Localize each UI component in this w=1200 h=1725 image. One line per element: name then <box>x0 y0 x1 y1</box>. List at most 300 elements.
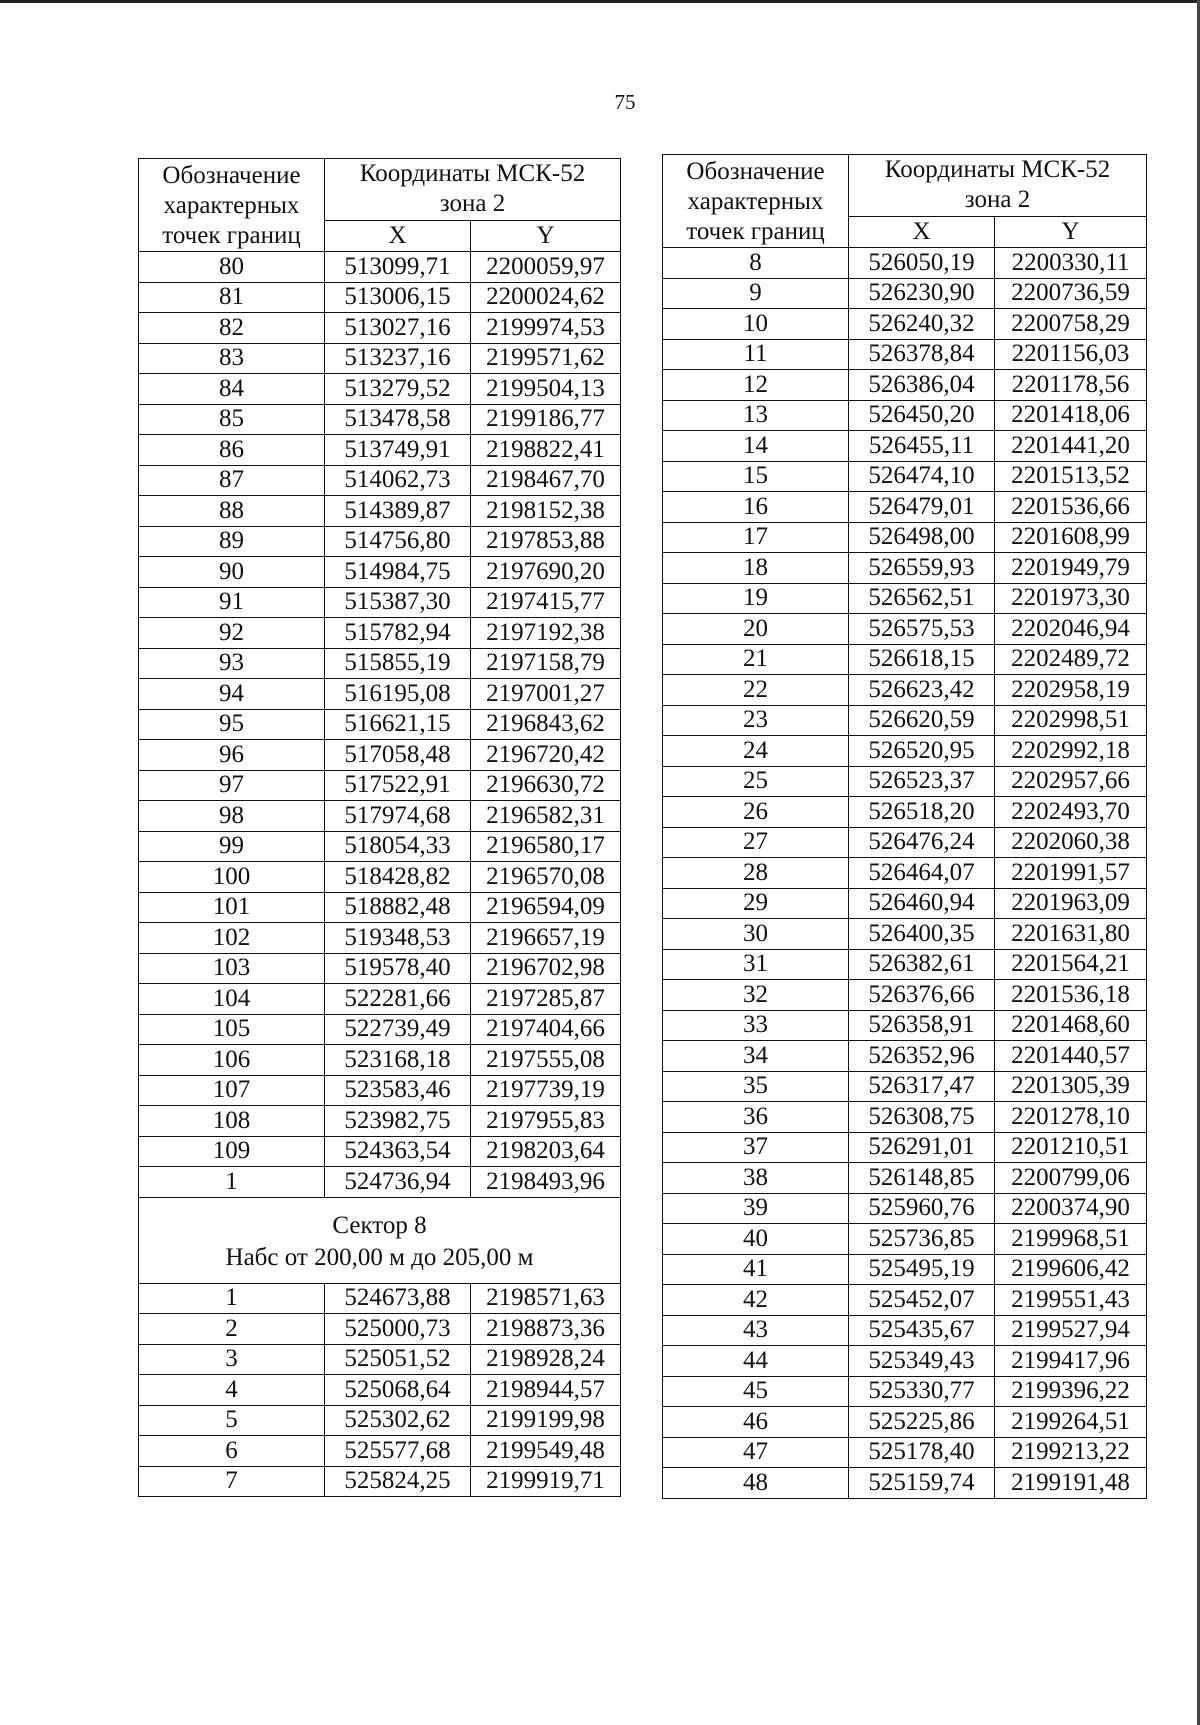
table-row <box>139 862 621 893</box>
point-id-cell: 47 <box>663 1437 849 1468</box>
y-coordinate-cell: 2202957,66 <box>995 766 1147 797</box>
point-id-cell: 24 <box>663 736 849 767</box>
point-id-cell: 45 <box>663 1376 849 1407</box>
table-row <box>139 892 621 923</box>
x-coordinate-cell: 513749,91 <box>325 435 471 466</box>
table-row <box>663 1407 1147 1438</box>
x-coordinate-cell: 516621,15 <box>325 709 471 740</box>
table-row <box>139 313 621 344</box>
header-line: Обозначение <box>686 158 825 185</box>
point-id-cell: 84 <box>139 374 325 405</box>
x-coordinate-cell: 526520,95 <box>849 736 995 767</box>
point-id-cell: 43 <box>663 1315 849 1346</box>
table-row <box>663 1346 1147 1377</box>
y-coordinate-cell: 2196720,42 <box>471 740 621 771</box>
table-row <box>139 1405 621 1436</box>
point-id-cell: 2 <box>139 1314 325 1345</box>
left-table-rows <box>139 252 621 1198</box>
sector-subtitle: Набс от 200,00 м до 205,00 м <box>225 1244 534 1271</box>
table-row <box>663 553 1147 584</box>
x-coordinate-cell: 525960,76 <box>849 1193 995 1224</box>
y-coordinate-cell: 2196582,31 <box>471 801 621 832</box>
y-coordinate-cell: 2196594,09 <box>471 892 621 923</box>
point-id-cell: 100 <box>139 862 325 893</box>
point-id-cell: 31 <box>663 949 849 980</box>
table-row <box>663 461 1147 492</box>
point-id-cell: 27 <box>663 827 849 858</box>
table-row <box>139 1106 621 1137</box>
x-coordinate-cell: 526460,94 <box>849 888 995 919</box>
x-coordinate-cell: 517058,48 <box>325 740 471 771</box>
y-coordinate-cell: 2202992,18 <box>995 736 1147 767</box>
point-id-cell: 89 <box>139 526 325 557</box>
point-id-cell: 32 <box>663 980 849 1011</box>
point-id-cell: 103 <box>139 953 325 984</box>
point-id-cell: 92 <box>139 618 325 649</box>
table-row <box>663 949 1147 980</box>
point-id-cell: 35 <box>663 1071 849 1102</box>
x-coordinate-cell: 524673,88 <box>325 1283 471 1314</box>
table-row <box>663 522 1147 553</box>
x-coordinate-cell: 526378,84 <box>849 339 995 370</box>
point-id-cell: 80 <box>139 252 325 283</box>
x-coordinate-cell: 514062,73 <box>325 465 471 496</box>
y-coordinate-cell: 2201178,56 <box>995 370 1147 401</box>
table-row <box>663 309 1147 340</box>
point-id-cell: 91 <box>139 587 325 618</box>
table-row <box>139 587 621 618</box>
y-coordinate-cell: 2196843,62 <box>471 709 621 740</box>
x-coordinate-cell: 519348,53 <box>325 923 471 954</box>
table-row <box>663 400 1147 431</box>
y-coordinate-cell: 2201608,99 <box>995 522 1147 553</box>
y-coordinate-cell: 2199213,22 <box>995 1437 1147 1468</box>
y-coordinate-cell: 2197001,27 <box>471 679 621 710</box>
point-id-cell: 105 <box>139 1014 325 1045</box>
table-row <box>139 1045 621 1076</box>
x-coordinate-cell: 526562,51 <box>849 583 995 614</box>
y-coordinate-cell: 2201418,06 <box>995 400 1147 431</box>
point-id-cell: 1 <box>139 1283 325 1314</box>
x-coordinate-cell: 518882,48 <box>325 892 471 923</box>
y-coordinate-cell: 2202958,19 <box>995 675 1147 706</box>
table-row <box>663 1315 1147 1346</box>
x-coordinate-cell: 525452,07 <box>849 1285 995 1316</box>
y-coordinate-cell: 2197853,88 <box>471 526 621 557</box>
y-coordinate-cell: 2199571,62 <box>471 343 621 374</box>
x-coordinate-cell: 526230,90 <box>849 278 995 309</box>
header-line: характерных <box>163 192 300 219</box>
point-id-cell: 95 <box>139 709 325 740</box>
point-id-cell: 25 <box>663 766 849 797</box>
table-row <box>139 1075 621 1106</box>
x-coordinate-cell: 526308,75 <box>849 1102 995 1133</box>
x-coordinate-cell: 513006,15 <box>325 282 471 313</box>
table-row <box>139 1344 621 1375</box>
x-coordinate-cell: 526386,04 <box>849 370 995 401</box>
y-coordinate-cell: 2200374,90 <box>995 1193 1147 1224</box>
table-row <box>663 278 1147 309</box>
x-coordinate-cell: 514389,87 <box>325 496 471 527</box>
point-id-cell: 104 <box>139 984 325 1015</box>
y-coordinate-cell: 2197404,66 <box>471 1014 621 1045</box>
y-coordinate-cell: 2201536,66 <box>995 492 1147 523</box>
x-coordinate-cell: 518054,33 <box>325 831 471 862</box>
y-coordinate-cell: 2199527,94 <box>995 1315 1147 1346</box>
points-column-header <box>663 155 849 248</box>
point-id-cell: 81 <box>139 282 325 313</box>
x-coordinate-cell: 526559,93 <box>849 553 995 584</box>
table-row <box>139 679 621 710</box>
y-column-header: Y <box>995 217 1147 248</box>
y-coordinate-cell: 2197158,79 <box>471 648 621 679</box>
table-row <box>139 1466 621 1497</box>
x-coordinate-cell: 526575,53 <box>849 614 995 645</box>
y-coordinate-cell: 2199606,42 <box>995 1254 1147 1285</box>
table-row <box>663 1132 1147 1163</box>
point-id-cell: 20 <box>663 614 849 645</box>
x-coordinate-cell: 526317,47 <box>849 1071 995 1102</box>
y-coordinate-cell: 2198928,24 <box>471 1344 621 1375</box>
x-coordinate-cell: 525435,67 <box>849 1315 995 1346</box>
y-coordinate-cell: 2201564,21 <box>995 949 1147 980</box>
table-row <box>663 675 1147 706</box>
point-id-cell: 82 <box>139 313 325 344</box>
x-coordinate-cell: 526623,42 <box>849 675 995 706</box>
x-coordinate-cell: 518428,82 <box>325 862 471 893</box>
x-coordinate-cell: 523583,46 <box>325 1075 471 1106</box>
header-line: точек границ <box>686 218 825 245</box>
table-row <box>139 1014 621 1045</box>
table-row <box>663 1468 1147 1499</box>
y-coordinate-cell: 2199186,77 <box>471 404 621 435</box>
x-coordinate-cell: 519578,40 <box>325 953 471 984</box>
point-id-cell: 101 <box>139 892 325 923</box>
point-id-cell: 44 <box>663 1346 849 1377</box>
y-coordinate-cell: 2200736,59 <box>995 278 1147 309</box>
table-row <box>139 1167 621 1198</box>
point-id-cell: 108 <box>139 1106 325 1137</box>
table-row <box>139 1314 621 1345</box>
y-coordinate-cell: 2199191,48 <box>995 1468 1147 1499</box>
table-row <box>663 1163 1147 1194</box>
table-row <box>139 374 621 405</box>
y-coordinate-cell: 2199551,43 <box>995 1285 1147 1316</box>
point-id-cell: 23 <box>663 705 849 736</box>
x-coordinate-cell: 514756,80 <box>325 526 471 557</box>
y-coordinate-cell: 2202046,94 <box>995 614 1147 645</box>
points-column-header <box>139 159 325 252</box>
y-coordinate-cell: 2202998,51 <box>995 705 1147 736</box>
y-coordinate-cell: 2199396,22 <box>995 1376 1147 1407</box>
y-coordinate-cell: 2197555,08 <box>471 1045 621 1076</box>
point-id-cell: 97 <box>139 770 325 801</box>
y-coordinate-cell: 2201991,57 <box>995 858 1147 889</box>
y-coordinate-cell: 2196570,08 <box>471 862 621 893</box>
point-id-cell: 86 <box>139 435 325 466</box>
y-coordinate-cell: 2199974,53 <box>471 313 621 344</box>
x-coordinate-cell: 515387,30 <box>325 587 471 618</box>
y-column-header: Y <box>471 221 621 252</box>
x-coordinate-cell: 515782,94 <box>325 618 471 649</box>
x-coordinate-cell: 526148,85 <box>849 1163 995 1194</box>
point-id-cell: 6 <box>139 1436 325 1467</box>
table-row <box>663 370 1147 401</box>
point-id-cell: 37 <box>663 1132 849 1163</box>
point-id-cell: 13 <box>663 400 849 431</box>
point-id-cell: 9 <box>663 278 849 309</box>
y-coordinate-cell: 2196630,72 <box>471 770 621 801</box>
point-id-cell: 107 <box>139 1075 325 1106</box>
y-coordinate-cell: 2199549,48 <box>471 1436 621 1467</box>
y-coordinate-cell: 2201468,60 <box>995 1010 1147 1041</box>
y-coordinate-cell: 2199968,51 <box>995 1224 1147 1255</box>
y-coordinate-cell: 2201513,52 <box>995 461 1147 492</box>
table-row <box>663 766 1147 797</box>
x-coordinate-cell: 525495,19 <box>849 1254 995 1285</box>
y-coordinate-cell: 2201963,09 <box>995 888 1147 919</box>
table-row <box>663 1437 1147 1468</box>
y-coordinate-cell: 2197415,77 <box>471 587 621 618</box>
header-line: Координаты МСК-52 <box>359 160 586 187</box>
table-row <box>663 1071 1147 1102</box>
y-coordinate-cell: 2201278,10 <box>995 1102 1147 1133</box>
table-row <box>663 583 1147 614</box>
x-coordinate-cell: 525577,68 <box>325 1436 471 1467</box>
y-coordinate-cell: 2197690,20 <box>471 557 621 588</box>
point-id-cell: 40 <box>663 1224 849 1255</box>
table-row <box>139 618 621 649</box>
table-row <box>139 1436 621 1467</box>
point-id-cell: 93 <box>139 648 325 679</box>
x-coordinate-cell: 525349,43 <box>849 1346 995 1377</box>
point-id-cell: 98 <box>139 801 325 832</box>
point-id-cell: 102 <box>139 923 325 954</box>
table-row <box>663 614 1147 645</box>
y-coordinate-cell: 2202060,38 <box>995 827 1147 858</box>
table-row <box>663 1224 1147 1255</box>
table-row <box>663 1285 1147 1316</box>
x-coordinate-cell: 525330,77 <box>849 1376 995 1407</box>
point-id-cell: 1 <box>139 1167 325 1198</box>
sector-heading <box>139 1197 621 1283</box>
table-row <box>663 644 1147 675</box>
x-coordinate-cell: 526498,00 <box>849 522 995 553</box>
x-coordinate-cell: 526376,66 <box>849 980 995 1011</box>
table-row <box>663 1193 1147 1224</box>
y-coordinate-cell: 2201631,80 <box>995 919 1147 950</box>
table-row <box>139 801 621 832</box>
x-coordinate-cell: 526464,07 <box>849 858 995 889</box>
point-id-cell: 34 <box>663 1041 849 1072</box>
x-coordinate-cell: 526240,32 <box>849 309 995 340</box>
point-id-cell: 39 <box>663 1193 849 1224</box>
table-row <box>139 282 621 313</box>
point-id-cell: 42 <box>663 1285 849 1316</box>
scan-border-top <box>0 0 1200 3</box>
y-coordinate-cell: 2198571,63 <box>471 1283 621 1314</box>
point-id-cell: 7 <box>139 1466 325 1497</box>
y-coordinate-cell: 2201156,03 <box>995 339 1147 370</box>
y-coordinate-cell: 2199417,96 <box>995 1346 1147 1377</box>
x-coordinate-cell: 522281,66 <box>325 984 471 1015</box>
coordinates-header <box>849 155 1147 217</box>
x-coordinate-cell: 523982,75 <box>325 1106 471 1137</box>
x-coordinate-cell: 524736,94 <box>325 1167 471 1198</box>
table-row <box>663 1376 1147 1407</box>
header-line: зона 2 <box>439 190 506 217</box>
y-coordinate-cell: 2200024,62 <box>471 282 621 313</box>
y-coordinate-cell: 2199919,71 <box>471 1466 621 1497</box>
x-coordinate-cell: 525178,40 <box>849 1437 995 1468</box>
header-line: характерных <box>687 188 824 215</box>
point-id-cell: 96 <box>139 740 325 771</box>
table-row <box>663 431 1147 462</box>
y-coordinate-cell: 2201210,51 <box>995 1132 1147 1163</box>
point-id-cell: 94 <box>139 679 325 710</box>
point-id-cell: 46 <box>663 1407 849 1438</box>
y-coordinate-cell: 2198944,57 <box>471 1375 621 1406</box>
point-id-cell: 18 <box>663 553 849 584</box>
coordinates-header <box>325 159 621 221</box>
point-id-cell: 4 <box>139 1375 325 1406</box>
point-id-cell: 8 <box>663 248 849 279</box>
x-coordinate-cell: 524363,54 <box>325 1136 471 1167</box>
x-coordinate-cell: 526518,20 <box>849 797 995 828</box>
table-row <box>663 827 1147 858</box>
table-row <box>663 797 1147 828</box>
table-row <box>139 496 621 527</box>
x-coordinate-cell: 525159,74 <box>849 1468 995 1499</box>
x-coordinate-cell: 526291,01 <box>849 1132 995 1163</box>
x-coordinate-cell: 513478,58 <box>325 404 471 435</box>
point-id-cell: 17 <box>663 522 849 553</box>
point-id-cell: 90 <box>139 557 325 588</box>
x-coordinate-cell: 513099,71 <box>325 252 471 283</box>
table-row <box>139 923 621 954</box>
y-coordinate-cell: 2198467,70 <box>471 465 621 496</box>
y-coordinate-cell: 2198152,38 <box>471 496 621 527</box>
y-coordinate-cell: 2199264,51 <box>995 1407 1147 1438</box>
table-row <box>139 648 621 679</box>
point-id-cell: 16 <box>663 492 849 523</box>
x-coordinate-cell: 526382,61 <box>849 949 995 980</box>
point-id-cell: 29 <box>663 888 849 919</box>
table-row <box>139 343 621 374</box>
point-id-cell: 5 <box>139 1405 325 1436</box>
point-id-cell: 87 <box>139 465 325 496</box>
point-id-cell: 11 <box>663 339 849 370</box>
y-coordinate-cell: 2201949,79 <box>995 553 1147 584</box>
point-id-cell: 83 <box>139 343 325 374</box>
table-row <box>663 492 1147 523</box>
sector-section <box>139 1197 621 1283</box>
y-coordinate-cell: 2198203,64 <box>471 1136 621 1167</box>
point-id-cell: 21 <box>663 644 849 675</box>
table-row <box>139 740 621 771</box>
right-table-rows <box>663 248 1147 1499</box>
sector-title: Сектор 8 <box>332 1212 427 1239</box>
x-coordinate-cell: 526523,37 <box>849 766 995 797</box>
x-coordinate-cell: 526455,11 <box>849 431 995 462</box>
table-row <box>139 984 621 1015</box>
x-coordinate-cell: 526620,59 <box>849 705 995 736</box>
page-number: 75 <box>614 90 636 114</box>
point-id-cell: 88 <box>139 496 325 527</box>
y-coordinate-cell: 2200059,97 <box>471 252 621 283</box>
table-row <box>663 980 1147 1011</box>
y-coordinate-cell: 2197739,19 <box>471 1075 621 1106</box>
y-coordinate-cell: 2200330,11 <box>995 248 1147 279</box>
table-row <box>139 953 621 984</box>
x-coordinate-cell: 525736,85 <box>849 1224 995 1255</box>
x-coordinate-cell: 513279,52 <box>325 374 471 405</box>
table-row <box>663 736 1147 767</box>
y-coordinate-cell: 2196580,17 <box>471 831 621 862</box>
x-coordinate-cell: 516195,08 <box>325 679 471 710</box>
header-line: Координаты МСК-52 <box>884 156 1111 183</box>
point-id-cell: 38 <box>663 1163 849 1194</box>
x-coordinate-cell: 526618,15 <box>849 644 995 675</box>
x-coordinate-cell: 526474,10 <box>849 461 995 492</box>
y-coordinate-cell: 2201440,57 <box>995 1041 1147 1072</box>
x-coordinate-cell: 523168,18 <box>325 1045 471 1076</box>
table-row <box>663 888 1147 919</box>
y-coordinate-cell: 2196657,19 <box>471 923 621 954</box>
header-line: зона 2 <box>964 186 1031 213</box>
point-id-cell: 106 <box>139 1045 325 1076</box>
point-id-cell: 109 <box>139 1136 325 1167</box>
point-id-cell: 10 <box>663 309 849 340</box>
table-row <box>139 526 621 557</box>
y-coordinate-cell: 2200758,29 <box>995 309 1147 340</box>
x-coordinate-cell: 525051,52 <box>325 1344 471 1375</box>
point-id-cell: 26 <box>663 797 849 828</box>
point-id-cell: 85 <box>139 404 325 435</box>
point-id-cell: 28 <box>663 858 849 889</box>
table-row <box>139 831 621 862</box>
table-row <box>663 705 1147 736</box>
table-row <box>663 1254 1147 1285</box>
y-coordinate-cell: 2202493,70 <box>995 797 1147 828</box>
x-coordinate-cell: 517522,91 <box>325 770 471 801</box>
y-coordinate-cell: 2198822,41 <box>471 435 621 466</box>
table-row <box>663 339 1147 370</box>
table-row <box>139 1136 621 1167</box>
table-row <box>663 858 1147 889</box>
table-row <box>139 1283 621 1314</box>
x-coordinate-cell: 525225,86 <box>849 1407 995 1438</box>
point-id-cell: 3 <box>139 1344 325 1375</box>
point-id-cell: 33 <box>663 1010 849 1041</box>
table-row <box>139 252 621 283</box>
x-coordinate-cell: 526050,19 <box>849 248 995 279</box>
table-row <box>139 465 621 496</box>
header-line: точек границ <box>162 222 301 249</box>
y-coordinate-cell: 2197955,83 <box>471 1106 621 1137</box>
y-coordinate-cell: 2196702,98 <box>471 953 621 984</box>
x-coordinate-cell: 522739,49 <box>325 1014 471 1045</box>
x-coordinate-cell: 526358,91 <box>849 1010 995 1041</box>
x-coordinate-cell: 526400,35 <box>849 919 995 950</box>
y-coordinate-cell: 2201536,18 <box>995 980 1147 1011</box>
right-coordinates-table <box>662 154 1147 1499</box>
table-row <box>139 404 621 435</box>
point-id-cell: 19 <box>663 583 849 614</box>
y-coordinate-cell: 2199504,13 <box>471 374 621 405</box>
x-coordinate-cell: 525302,62 <box>325 1405 471 1436</box>
x-coordinate-cell: 526479,01 <box>849 492 995 523</box>
